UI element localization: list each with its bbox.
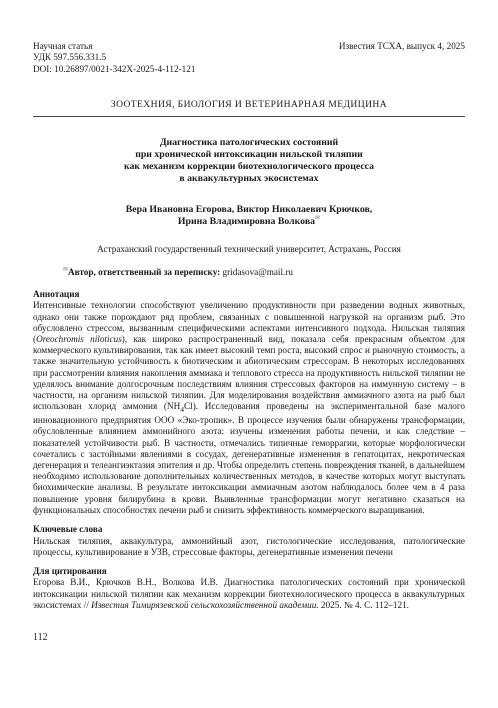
article-page bbox=[33, 41, 465, 611]
correspondence bbox=[33, 267, 465, 277]
author-list bbox=[33, 204, 465, 228]
page-number: 112 bbox=[33, 632, 48, 643]
authors-line: Вера Ивановна Егорова, Виктор Николаевич Крючков, bbox=[125, 204, 373, 216]
envelope-icon: ✉ bbox=[315, 215, 321, 222]
journal-issue: Известия ТСХА, выпуск 4, 2025 bbox=[338, 41, 465, 51]
doi[interactable]: DOI: 10.26897/0021-342X-2025-4-112-121 bbox=[33, 63, 196, 74]
envelope-icon: ✉ bbox=[63, 266, 69, 273]
keywords-text: Нильская тиляпия, аквакультура, аммонийный азот, гистологические исследования, патологические процессы, культивирование в УЗВ, стрессовые факторы, дегенеративные изменения печени bbox=[33, 535, 465, 557]
citation-heading: Для цитирования bbox=[33, 565, 107, 576]
citation-part: Егорова В.И., Крючков В.Н., Волкова И.В. Диагностика патологических состояний при хронической интоксикации нильской тиляпии как механизм коррекции биотехнологического процесса в аквакультурных экосистемах // bbox=[33, 577, 465, 610]
article-type: Научная статья bbox=[33, 41, 93, 51]
authors-line: Ирина Владимировна Волкова bbox=[177, 216, 316, 228]
title-line: Диагностика патологических состояний bbox=[159, 137, 339, 149]
species-name: Oreochromis niloticus bbox=[36, 334, 122, 345]
title-line: при хронической интоксикации нильской тиляпии bbox=[135, 149, 363, 161]
citation-journal: Известия Тимирязевской сельскохозяйственной академии. bbox=[91, 599, 319, 610]
udc-code: УДК 597.556.331.5 bbox=[33, 52, 107, 63]
citation-part: 2025. № 4. С. 112–121. bbox=[318, 599, 409, 610]
formula-subscript: 4 bbox=[180, 405, 185, 415]
title-line: в аквакультурных экосистемах bbox=[179, 172, 319, 184]
section-divider bbox=[33, 116, 465, 117]
correspondence-label: Автор, ответственный за переписку: bbox=[68, 267, 221, 277]
section-heading: ЗООТЕХНИЯ, БИОЛОГИЯ И ВЕТЕРИНАРНАЯ МЕДИЦИНА bbox=[110, 99, 388, 111]
keywords-heading: Ключевые слова bbox=[33, 524, 103, 535]
abstract-part: ), как широко распространенный вид, показала себя прекрасным объектом для коммерческого культивирования, так как имеет высокий темп роста, высокий спрос и рыночную стоимость, а также значительную устойчивость к биотическим и абиотическим стрессорам. В некоторых исследованиях при рассмотрении влияния накопления аммиака и теплового стресса на продуктивность нильской тиляпии не уделялось внимание долгосрочным последствиям влияния стрессовых факторов на иммунную систему – в частности, на организм нильской тиляпии. Для моделирования воздействия аммиачного азота на рыб был использован хлорид аммония (NH bbox=[33, 334, 465, 412]
title-line: как механизм коррекции биотехнологического процесса bbox=[123, 160, 375, 172]
abstract-heading: Аннотация bbox=[33, 289, 80, 299]
article-title bbox=[33, 137, 465, 184]
article-metadata bbox=[33, 41, 465, 75]
correspondence-email[interactable]: gridasova@mail.ru bbox=[222, 267, 293, 277]
abstract-part: Интенсивные технологии способствуют увеличению продуктивности при разведении водных животных, однако они также порождают ряд проблем, связанных с повышенной нагрузкой на организм рыб. Это обусловлено стрессом, вызванным специфическими аспектами интенсивного подхода. Нильская тиляпия ( bbox=[33, 300, 465, 345]
citation-text bbox=[33, 577, 465, 611]
affiliation: Астраханский государственный технический университет, Астрахань, Россия bbox=[97, 244, 401, 254]
abstract-part: Cl). Исследования проведены на экспериментальной базе малого инновационного предприятия ООО «Эко-тропик». В процессе изучения были обнаружены трансформации, обусловленные влиянием аммонийного азота: изучены изменения работы печени, и как следствие – показателей устойчивости рыб. В частности, отмечались типичные геморрагии, которые морфологически сочетались с застойными явлениями в сосудах, дегенеративные изменения в гепатоцитах, некротическая дегенерация и телеангиэктазия эпителия и др. Чтобы определить степень повреждения тканей, в дальнейшем необходимо использование дополнительных количественных методов, в качестве которых могут выступать биохимические анализы. В результате интоксикации аммиачным азотом наблюдалось более чем в 4 раза повышение уровня билирубина в крови. Выявленные трансформации могут негативно сказаться на функциональных способностях печени рыб и снизить эффективность коммерческого выращивания. bbox=[33, 401, 465, 515]
abstract-text bbox=[33, 300, 465, 516]
